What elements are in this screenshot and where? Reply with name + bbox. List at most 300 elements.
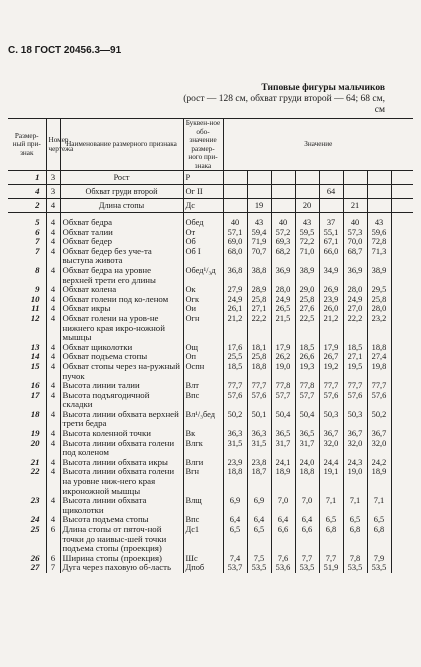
row-code: Ок: [183, 285, 223, 295]
row-value: 68,7: [343, 247, 367, 266]
row-value: 38,9: [367, 266, 391, 285]
row-value: 43: [367, 213, 391, 228]
row-value: 6,4: [247, 515, 271, 525]
row-value: [271, 185, 295, 199]
row-value: [391, 171, 413, 185]
row-value: 36,5: [295, 429, 319, 439]
row-value: 57,6: [367, 391, 391, 410]
row-value: 50,4: [295, 410, 319, 429]
row-code: Дпоб: [183, 563, 223, 573]
row-value: 21: [343, 199, 367, 213]
header-num: Размер-ный при-знак: [8, 119, 46, 171]
row-value: 36,3: [247, 429, 271, 439]
row-value: [391, 304, 413, 314]
row-value: 7,4: [223, 554, 247, 564]
row-num: 22: [30, 466, 40, 477]
row-sheet: 7: [46, 563, 60, 573]
row-value: 19,5: [343, 362, 367, 381]
row-value: 36,9: [271, 266, 295, 285]
row-value: 6,9: [247, 496, 271, 515]
row-name: Высота линии талии: [60, 381, 183, 391]
row-num: 17: [30, 389, 40, 400]
row-value: 36,9: [343, 266, 367, 285]
row-value: 40: [223, 213, 247, 228]
row-code: Вк: [183, 429, 223, 439]
row-name: Обхват икры: [60, 304, 183, 314]
table-title: Типовые фигуры мальчиков: [261, 83, 385, 93]
row-sheet: 4: [46, 467, 60, 496]
row-sheet: 6: [46, 525, 60, 554]
row-value: 23,9: [319, 295, 343, 305]
row-value: 23,9: [223, 458, 247, 468]
row-value: 57,7: [271, 391, 295, 410]
row-value: [271, 199, 295, 213]
row-value: 29,0: [295, 285, 319, 295]
row-code: Влт: [183, 381, 223, 391]
row-value: [391, 496, 413, 515]
row-value: 18,9: [367, 467, 391, 496]
row-value: [391, 295, 413, 305]
row-value: [343, 185, 367, 199]
row-value: 31,5: [247, 439, 271, 458]
row-value: 6,5: [367, 515, 391, 525]
row-value: 29,5: [367, 285, 391, 295]
row-value: 57,6: [223, 391, 247, 410]
table-row: [8, 563, 413, 573]
row-code: Влщ: [183, 496, 223, 515]
row-value: 37: [319, 213, 343, 228]
row-value: 71,9: [247, 237, 271, 247]
table-header-row: [8, 119, 413, 171]
header-name: Наименование размерного признака: [60, 119, 183, 171]
row-value: [391, 467, 413, 496]
row-value: 7,7: [319, 554, 343, 564]
row-value: 7,0: [271, 496, 295, 515]
row-value: 36,8: [223, 266, 247, 285]
row-code: Об I: [183, 247, 223, 266]
row-value: 53,7: [223, 563, 247, 573]
row-value: 6,5: [343, 515, 367, 525]
row-value: [391, 381, 413, 391]
header-sheet: Номер чертежа: [46, 119, 60, 171]
row-value: 36,7: [343, 429, 367, 439]
row-value: 19: [247, 199, 271, 213]
row-sheet: 4: [46, 458, 60, 468]
header-value: Значение: [223, 119, 413, 171]
row-value: [223, 199, 247, 213]
row-num: 21: [30, 456, 40, 467]
row-sheet: 4: [46, 352, 60, 362]
row-value: [271, 171, 295, 185]
row-sheet: 4: [46, 295, 60, 305]
row-code: Впс: [183, 515, 223, 525]
row-value: 77,7: [367, 381, 391, 391]
row-code: Влгк: [183, 439, 223, 458]
row-value: 6,5: [319, 515, 343, 525]
row-value: 67,1: [319, 237, 343, 247]
row-value: 25,8: [247, 352, 271, 362]
row-value: [391, 515, 413, 525]
row-value: [391, 429, 413, 439]
row-sheet: 4: [46, 362, 60, 381]
row-sheet: 4: [46, 247, 60, 266]
row-sheet: 4: [46, 343, 60, 353]
row-value: 40: [343, 213, 367, 228]
row-num: 7: [35, 245, 40, 256]
row-value: 57,6: [343, 391, 367, 410]
row-value: 6,8: [343, 525, 367, 554]
row-num: 15: [30, 360, 40, 371]
row-value: 18,5: [223, 362, 247, 381]
row-code: Дс1: [183, 525, 223, 554]
row-value: 6,6: [295, 525, 319, 554]
row-sheet: 3: [46, 185, 60, 199]
row-value: 18,8: [295, 467, 319, 496]
row-value: 53,5: [295, 563, 319, 573]
row-value: 26,9: [319, 285, 343, 295]
row-name: Рост: [60, 171, 183, 185]
row-num: 23: [30, 495, 40, 506]
row-num: 13: [30, 341, 40, 352]
row-value: [391, 247, 413, 266]
row-value: 59,5: [295, 228, 319, 238]
row-value: 36,3: [223, 429, 247, 439]
row-code: Об: [183, 237, 223, 247]
row-value: 26,5: [271, 304, 295, 314]
row-value: [391, 199, 413, 213]
row-value: 27,6: [295, 304, 319, 314]
table-row: [8, 314, 413, 343]
row-value: 19,1: [319, 467, 343, 496]
table-subtitle-cont: см: [374, 105, 385, 115]
row-value: 57,6: [319, 391, 343, 410]
row-value: 26,6: [295, 352, 319, 362]
row-code: Ои: [183, 304, 223, 314]
row-name: Обхват подъема стопы: [60, 352, 183, 362]
row-num: 10: [30, 293, 40, 304]
row-value: [247, 171, 271, 185]
row-sheet: 4: [46, 381, 60, 391]
row-value: 71,3: [367, 247, 391, 266]
row-code: Ог II: [183, 185, 223, 199]
row-sheet: 4: [46, 314, 60, 343]
row-name: Обхват бедра на уровне верхней трети его длины: [60, 266, 183, 285]
table-row: [8, 496, 413, 515]
row-value: 32,0: [343, 439, 367, 458]
row-value: 18,1: [247, 343, 271, 353]
row-sheet: 4: [46, 439, 60, 458]
row-value: 70,0: [343, 237, 367, 247]
row-value: 25,5: [223, 352, 247, 362]
row-value: 27,9: [223, 285, 247, 295]
table-body: [8, 171, 413, 573]
row-name: Обхват щиколотки: [60, 343, 183, 353]
row-value: 68,2: [271, 247, 295, 266]
row-value: 77,7: [319, 381, 343, 391]
row-value: 24,2: [367, 458, 391, 468]
row-name: Высота линии обхвата щиколотки: [60, 496, 183, 515]
row-name: Обхват стопы через на-ружный пучок: [60, 362, 183, 381]
row-code: Огн: [183, 314, 223, 343]
row-name: Обхват груди второй: [60, 185, 183, 199]
row-value: 21,2: [319, 314, 343, 343]
row-sheet: 4: [46, 304, 60, 314]
row-name: Обхват бедер без уче-та выступа живота: [60, 247, 183, 266]
row-value: 28,0: [271, 285, 295, 295]
row-name: Высота линии обхвата голени под коленом: [60, 439, 183, 458]
row-sheet: 4: [46, 266, 60, 285]
row-value: 19,3: [295, 362, 319, 381]
row-value: 72,8: [367, 237, 391, 247]
row-name: Обхват бедра: [60, 213, 183, 228]
row-value: [391, 185, 413, 199]
row-code: Ощ: [183, 343, 223, 353]
row-value: 27,0: [343, 304, 367, 314]
row-code: Оспн: [183, 362, 223, 381]
row-name: Высота коленной точки: [60, 429, 183, 439]
row-value: 38,8: [247, 266, 271, 285]
table-meta-row: [8, 185, 413, 199]
row-value: [223, 171, 247, 185]
row-value: 18,8: [223, 467, 247, 496]
row-num: 6: [35, 226, 40, 237]
row-value: 18,8: [247, 362, 271, 381]
row-value: 17,9: [271, 343, 295, 353]
row-code: От: [183, 228, 223, 238]
row-value: 6,8: [319, 525, 343, 554]
row-value: 21,2: [223, 314, 247, 343]
table-row: [8, 439, 413, 458]
row-value: 6,6: [271, 525, 295, 554]
row-value: [319, 171, 343, 185]
row-value: 50,2: [223, 410, 247, 429]
row-value: 53,5: [247, 563, 271, 573]
row-value: 53,5: [343, 563, 367, 573]
row-value: 69,3: [271, 237, 295, 247]
row-value: 28,0: [343, 285, 367, 295]
row-value: [391, 439, 413, 458]
row-value: 25,8: [367, 295, 391, 305]
row-value: 19,8: [367, 362, 391, 381]
row-value: [391, 563, 413, 573]
row-code: Вл¹/₃бед: [183, 410, 223, 429]
row-sheet: 4: [46, 199, 60, 213]
row-value: 27,1: [247, 304, 271, 314]
row-value: [391, 352, 413, 362]
table-subtitle: (рост — 128 см, обхват груди второй — 64; 68 см,: [183, 94, 385, 104]
row-value: 26,7: [319, 352, 343, 362]
row-value: 22,2: [247, 314, 271, 343]
row-value: [391, 362, 413, 381]
table-row: [8, 362, 413, 381]
row-value: 23,8: [247, 458, 271, 468]
row-value: 66,0: [319, 247, 343, 266]
row-value: 57,6: [247, 391, 271, 410]
row-num: 9: [35, 284, 40, 295]
row-name: Высота подъема стопы: [60, 515, 183, 525]
row-code: Обед¹/₃д: [183, 266, 223, 285]
row-value: [367, 199, 391, 213]
row-value: 19,2: [319, 362, 343, 381]
row-value: 34,9: [319, 266, 343, 285]
row-name: Обхват голени на уров-не нижнего края икро-ножной мышцы: [60, 314, 183, 343]
row-sheet: 4: [46, 228, 60, 238]
row-value: 43: [247, 213, 271, 228]
row-value: 51,9: [319, 563, 343, 573]
row-value: 36,7: [367, 429, 391, 439]
row-code: Вгн: [183, 467, 223, 496]
row-code: Р: [183, 171, 223, 185]
row-value: 77,7: [223, 381, 247, 391]
row-value: 6,9: [223, 496, 247, 515]
title-block: [183, 83, 385, 116]
row-value: 6,5: [247, 525, 271, 554]
row-sheet: 3: [46, 171, 60, 185]
row-value: 24,9: [343, 295, 367, 305]
row-num: 14: [30, 351, 40, 362]
row-value: 26,0: [319, 304, 343, 314]
row-num: 5: [35, 217, 40, 227]
row-value: 28,0: [367, 304, 391, 314]
row-name: Высота линии обхвата верхней трети бедра: [60, 410, 183, 429]
row-value: 22,5: [295, 314, 319, 343]
row-value: 70,7: [247, 247, 271, 266]
row-value: 77,8: [295, 381, 319, 391]
row-value: 72,2: [295, 237, 319, 247]
row-value: 31,5: [223, 439, 247, 458]
row-value: 24,4: [319, 458, 343, 468]
row-num: 2: [8, 199, 46, 213]
row-value: [391, 237, 413, 247]
row-value: 24,3: [343, 458, 367, 468]
row-value: 28,9: [247, 285, 271, 295]
row-value: 50,4: [271, 410, 295, 429]
row-value: 31,7: [295, 439, 319, 458]
table-row: [8, 410, 413, 429]
row-num: 12: [30, 312, 40, 323]
row-value: [391, 266, 413, 285]
row-value: 68,0: [223, 247, 247, 266]
row-value: 26,1: [223, 304, 247, 314]
row-num: 7: [35, 236, 40, 247]
row-value: 24,9: [223, 295, 247, 305]
row-value: 24,9: [271, 295, 295, 305]
row-value: 27,1: [343, 352, 367, 362]
row-value: 57,7: [295, 391, 319, 410]
row-value: [295, 171, 319, 185]
row-value: 25,8: [247, 295, 271, 305]
row-value: 26,2: [271, 352, 295, 362]
row-value: [295, 185, 319, 199]
row-sheet: 4: [46, 429, 60, 439]
row-value: 50,2: [367, 410, 391, 429]
row-value: 19,0: [343, 467, 367, 496]
row-value: 18,5: [295, 343, 319, 353]
row-value: [391, 285, 413, 295]
row-value: 32,0: [367, 439, 391, 458]
row-value: 24,1: [271, 458, 295, 468]
row-value: 21,5: [271, 314, 295, 343]
table-row: [8, 213, 413, 228]
row-name: Длина стопы от пяточ-ной точки до наивыс-шей точки подъема стопы (проекция): [60, 525, 183, 554]
row-code: Дс: [183, 199, 223, 213]
row-sheet: 4: [46, 410, 60, 429]
table-meta-row: [8, 199, 413, 213]
row-value: 25,8: [295, 295, 319, 305]
row-value: 77,7: [247, 381, 271, 391]
row-value: 50,3: [343, 410, 367, 429]
row-value: 57,3: [343, 228, 367, 238]
row-value: [391, 410, 413, 429]
page-header: С. 18 ГОСТ 20456.3—91: [8, 45, 122, 56]
row-value: 18,9: [271, 467, 295, 496]
row-value: 55,1: [319, 228, 343, 238]
row-value: [391, 458, 413, 468]
row-value: 6,5: [223, 525, 247, 554]
row-num: 25: [30, 524, 40, 534]
row-value: 50,3: [319, 410, 343, 429]
row-value: 7,0: [295, 496, 319, 515]
row-value: 18,7: [247, 467, 271, 496]
row-sheet: 4: [46, 285, 60, 295]
row-value: [367, 171, 391, 185]
row-value: 32,0: [319, 439, 343, 458]
row-value: 6,4: [223, 515, 247, 525]
row-name: Дуга через паховую об-ласть: [60, 563, 183, 573]
row-value: 36,5: [271, 429, 295, 439]
row-sheet: 4: [46, 237, 60, 247]
row-value: 7,9: [367, 554, 391, 564]
table-meta-row: [8, 171, 413, 185]
row-sheet: 4: [46, 213, 60, 228]
row-code: Шс: [183, 554, 223, 564]
row-value: [343, 171, 367, 185]
row-name: Высота линии обхвата голени на уровне ниж-него края икроножной мышцы: [60, 467, 183, 496]
row-value: [391, 391, 413, 410]
row-value: [391, 228, 413, 238]
row-code: Впс: [183, 391, 223, 410]
row-num: 8: [35, 264, 40, 275]
row-value: 57,1: [223, 228, 247, 238]
row-name: Высота подъягодичной складки: [60, 391, 183, 410]
row-value: 7,6: [271, 554, 295, 564]
row-value: 31,7: [271, 439, 295, 458]
row-num: 20: [30, 437, 40, 448]
row-value: 24,0: [295, 458, 319, 468]
row-value: 59,6: [367, 228, 391, 238]
row-value: 53,5: [367, 563, 391, 573]
row-num: 16: [30, 380, 40, 391]
header-code: Буквен-ное обо-значение размер-ного при-знака: [183, 119, 223, 171]
row-value: 50,1: [247, 410, 271, 429]
row-value: 7,8: [343, 554, 367, 564]
row-value: 38,9: [295, 266, 319, 285]
row-value: 6,4: [295, 515, 319, 525]
row-value: 53,6: [271, 563, 295, 573]
measurements-table: [8, 118, 413, 573]
row-value: 23,2: [367, 314, 391, 343]
row-sheet: 4: [46, 391, 60, 410]
table-row: [8, 467, 413, 496]
row-code: Оп: [183, 352, 223, 362]
table-row: [8, 247, 413, 266]
row-value: 77,7: [343, 381, 367, 391]
row-value: 69,0: [223, 237, 247, 247]
row-value: [223, 185, 247, 199]
row-value: [391, 525, 413, 554]
row-name: Высота линии обхвата икры: [60, 458, 183, 468]
row-value: 7,5: [247, 554, 271, 564]
